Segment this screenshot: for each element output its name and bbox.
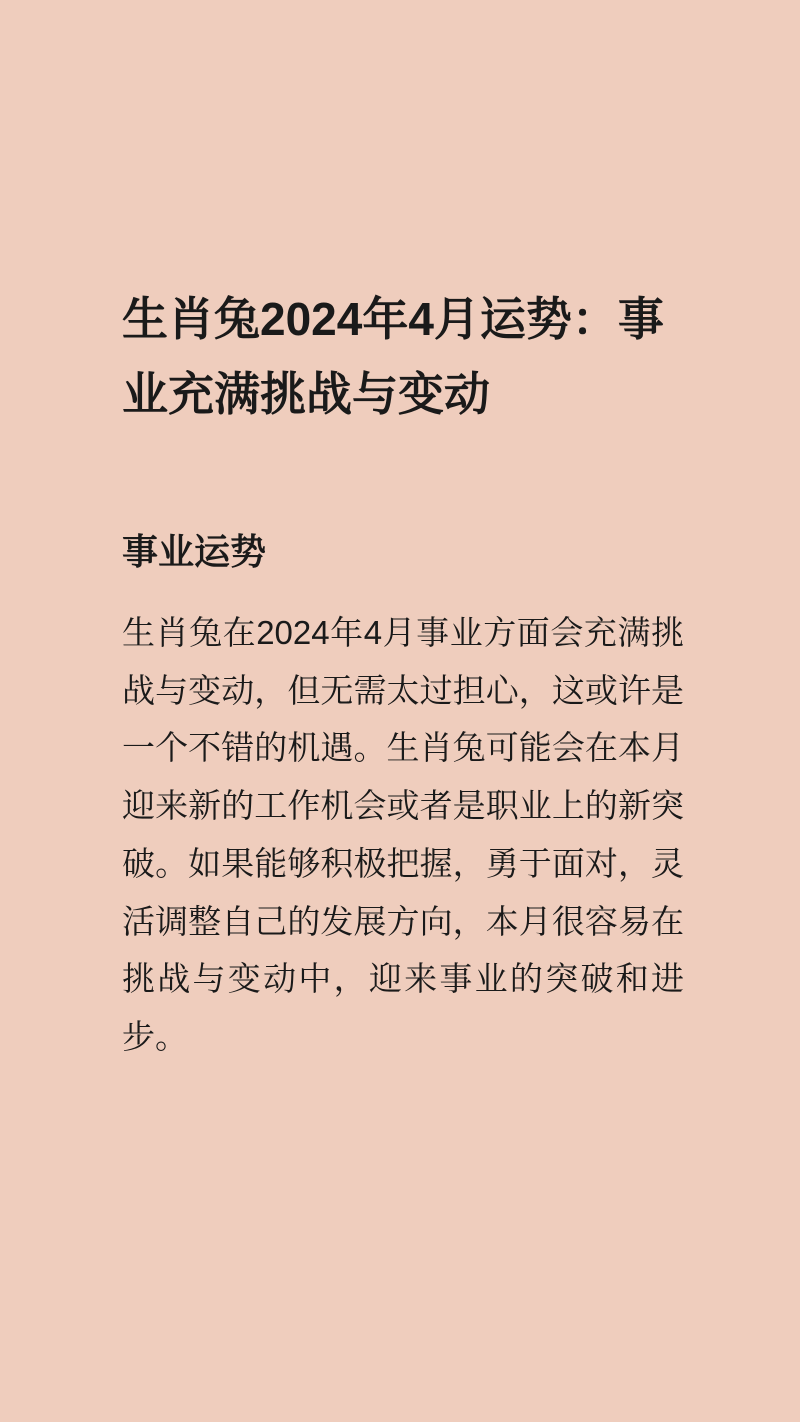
page-title: 生肖兔2024年4月运势：事业充满挑战与变动 [122, 293, 664, 420]
section-heading: 事业运势 [122, 531, 267, 573]
section-career [122, 529, 684, 1066]
article-content [122, 282, 684, 1066]
section-paragraph: 生肖兔在2024年4月事业方面会充满挑战与变动，但无需太过担心，这或许是一个不错的机遇。生肖兔可能会在本月迎来新的工作机会或者是职业上的新突破。如果能够积极把握，勇于面对，灵活调整自己的发展方向，本月很容易在挑战与变动中，迎来事业的突破和进步。 [122, 613, 684, 1056]
